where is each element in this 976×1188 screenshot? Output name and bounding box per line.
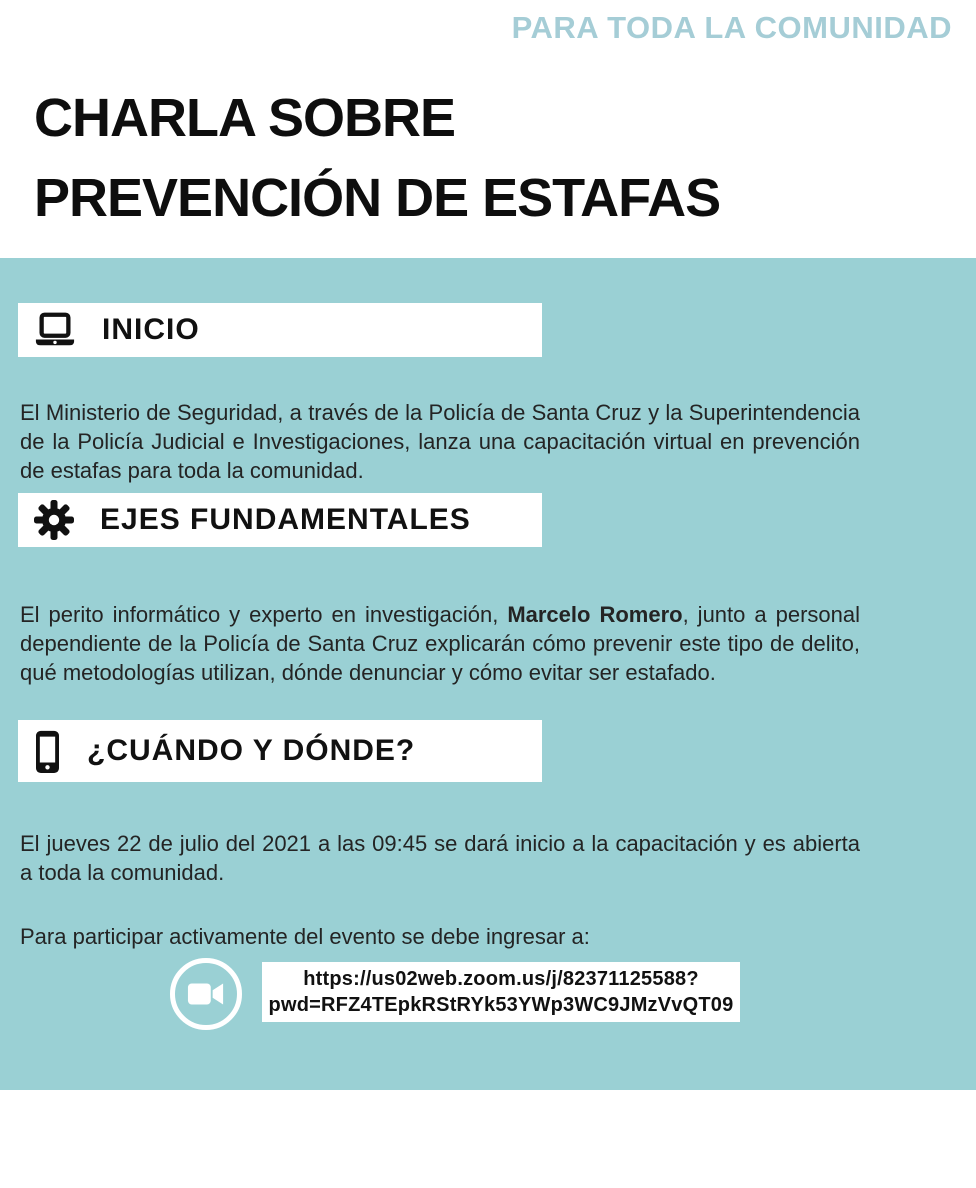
laptop-icon: [34, 312, 76, 348]
inicio-paragraph: El Ministerio de Seguridad, a través de la Policía de Santa Cruz y la Superintendencia de la Policía Judicial e Investigaciones, lanza una capacitación virtual en prevención de estafas para toda la comunidad.: [20, 400, 860, 483]
zoom-link[interactable]: [262, 962, 740, 1022]
video-camera-badge: [170, 958, 242, 1030]
page-title-line2: PREVENCIÓN DE ESTAFAS: [34, 168, 721, 228]
participation-intro: Para participar activamente del evento se debe ingresar a:: [20, 924, 590, 949]
video-camera-icon: [187, 980, 225, 1008]
ejes-paragraph: [20, 600, 860, 687]
section-heading: EJES FUNDAMENTALES: [100, 503, 471, 536]
zoom-link-line2[interactable]: pwd=RFZ4TEpkRStRYk53YWp3WC9JMzVvQT09: [268, 994, 734, 1016]
community-tagline: PARA TODA LA COMUNIDAD: [511, 10, 952, 45]
ejes-paragraph-pre: El perito informático y experto en investigación,: [20, 602, 508, 627]
ejes-paragraph-post: , junto a personal dependiente de la Policía de Santa Cruz explicarán cómo prevenir este tipo de delito, qué metodologías utilizan, dónde denunciar y cómo evitar ser estafado.: [20, 602, 861, 685]
speaker-name: Marcelo Romero: [507, 602, 683, 627]
footer-logo-strip: [0, 1090, 976, 1188]
content-panel: [0, 258, 976, 1090]
section-heading: INICIO: [102, 313, 200, 346]
section-header-cuando: [18, 720, 542, 782]
zoom-link-line1[interactable]: https://us02web.zoom.us/j/82371125588?: [303, 968, 699, 990]
cuando-paragraph: El jueves 22 de julio del 2021 a las 09:45 se dará inicio a la capacitación y es abierta a toda la comunidad.: [20, 831, 860, 885]
page-title-line1: CHARLA SOBRE: [34, 88, 456, 148]
gear-icon: [34, 500, 74, 540]
page-title: [34, 78, 720, 238]
section-header-inicio: [18, 303, 542, 357]
section-header-ejes: [18, 493, 542, 547]
smartphone-icon: [34, 728, 61, 774]
section-heading: ¿CUÁNDO Y DÓNDE?: [87, 734, 416, 767]
